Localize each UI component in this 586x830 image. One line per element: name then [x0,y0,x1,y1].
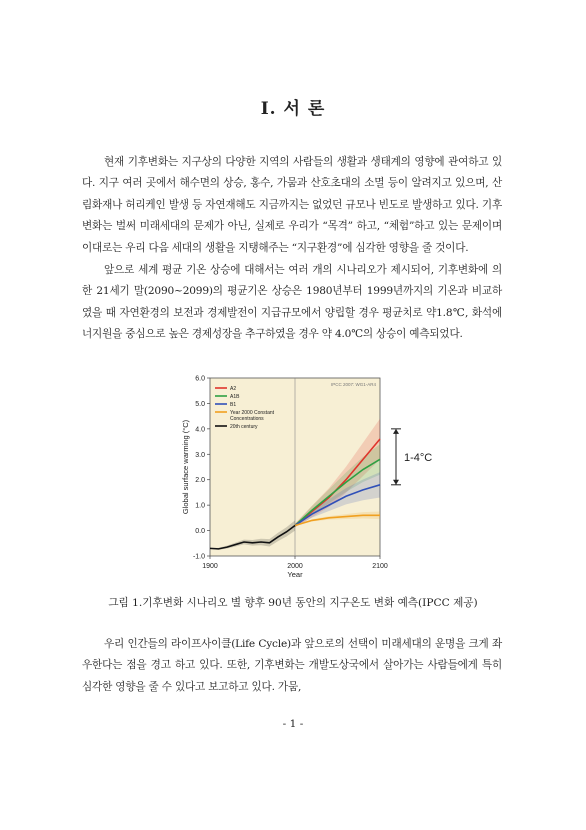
y-tick-label: 1.0 [195,502,205,510]
warming-chart [164,372,433,590]
y-tick-label: 5.0 [195,400,205,408]
x-tick-label: 2100 [372,563,388,570]
paragraph-3: 우리 인간들의 라이프사이클(Life Cycle)과 앞으로의 선택이 미래세대의 운명을 크게 좌우한다는 점을 경고 하고 있다. 또한, 기후변화는 개발도상국에서 살아가는 사람들에게 특히 심각한 영향을 줄 수 있다고 보고하고 있다. 가뭄, [82,638,502,693]
annotation-arrow-bottom [393,480,399,485]
legend-label-0: A2 [230,386,237,392]
paragraph-1: 현재 기후변화는 지구상의 다양한 지역의 사람들의 생활과 생태계의 영향에 관여하고 있다. 지구 여러 곳에서 해수면의 상승, 홍수, 가뭄과 산호초대의 소멸 등이 알려지고 있으며, 산림화재나 허리케인 발생 등 자연재해도 지금까지는 없었던 규모나 빈도로 발생하고 있다. 기후변화는 벌써 미래세대의 문제가 아닌, 실제로 우리가 “목격” 하고, “체험”하고 있는 문제이며 이대로는 우리 다음 세대의 생활을 지탱해주는 “지구환경”에 심각한 영향을 줄 것이다. [82,156,502,254]
annotation-label: 1-4°C [404,451,433,464]
page-title: I. 서 론 [260,99,326,119]
y-axis-label: Global surface warming (°C) [181,419,190,515]
y-tick-label: 2.0 [195,477,205,485]
legend-label-1: A1B [230,394,240,400]
legend-label-4: 20th century [230,424,258,430]
y-tick-label: 0.0 [195,528,205,536]
y-tick-label: 6.0 [195,375,205,383]
paragraph-2: 앞으로 세계 평균 기온 상승에 대해서는 여러 개의 시나리오가 제시되어, 기후변화에 의한 21세기 말(2090~2099)의 평균기온 상승은 1980년부터 1999년까지의 기온과 비교하였을 때 자연환경의 보전과 경제발전이 지급규모에서 양립할 경우 평균치로 약1.8℃, 화석에너지원을 중심으로 높은 경제성장을 추구하였을 경우 약 4.0℃의 상승이 예측되었다. [82,264,502,341]
legend-label-2: B1 [230,402,237,408]
x-tick-label: 1900 [202,563,218,570]
y-tick-label: 4.0 [195,426,205,434]
source-note: IPCC 2007: WG1-AR4 [330,382,376,387]
y-tick-label: -1.0 [192,553,205,561]
y-tick-label: 3.0 [195,451,205,459]
figure-warming-chart [164,372,433,590]
annotation-arrow-top [393,429,399,434]
legend-label-cont-3: Concentrations [230,416,264,422]
x-axis-label: Year [287,570,303,579]
x-tick-label: 2000 [287,563,303,570]
page-number: - 1 - [282,718,304,730]
legend-label-3: Year 2000 Constant [230,410,275,416]
figure-caption: 그림 1.기후변화 시나리오 별 향후 90년 동안의 지구온도 변화 예측(IPCC 제공) [108,597,478,609]
